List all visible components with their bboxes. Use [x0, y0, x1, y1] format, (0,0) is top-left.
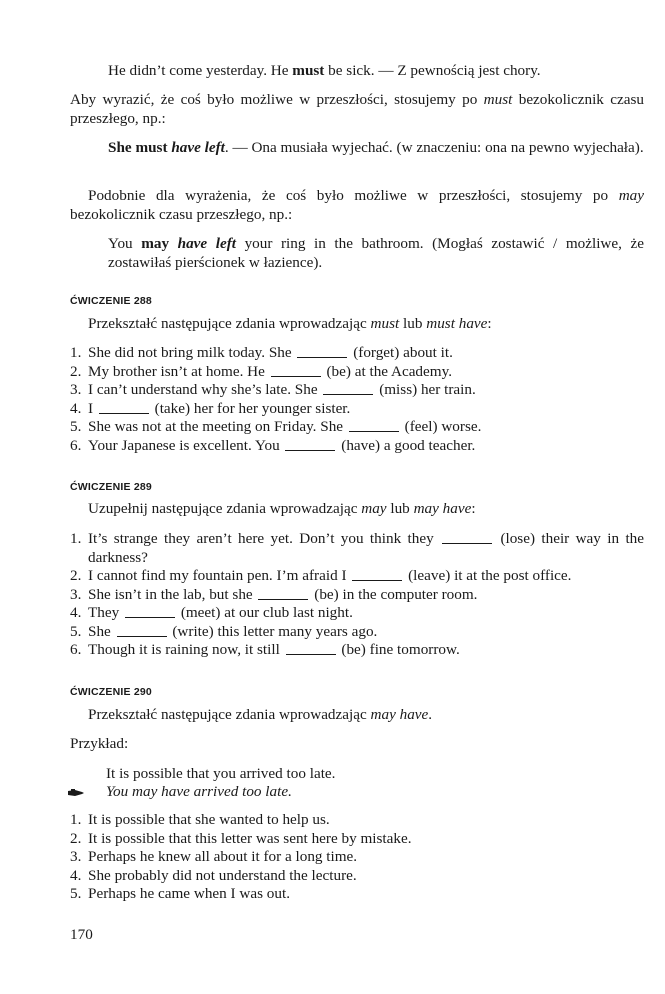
list-item: 6. Though it is raining now, it still (be) fine tomorrow.	[70, 641, 460, 658]
answer-blank[interactable]	[285, 438, 335, 451]
answer-blank[interactable]	[323, 382, 373, 395]
example-sentence-must: He didn’t come yesterday. He must be sick. — Z pewnością jest chory.	[108, 62, 541, 79]
list-item: 6. Your Japanese is excellent. You (have) a good teacher.	[70, 436, 476, 454]
list-item: 3. Perhaps he knew all about it for a long time.	[70, 848, 358, 865]
list-item: 1. It’s strange they aren’t here yet. Don’t you think they (lose) their way in the darkness?	[70, 530, 645, 566]
pointing-hand-icon	[68, 789, 84, 797]
exercise-289-list	[70, 530, 644, 660]
exercise-289-instruction: Uzupełnij następujące zdania wprowadzając may lub may have:	[88, 500, 476, 517]
answer-blank[interactable]	[442, 531, 492, 544]
exercise-290-instruction: Przekształć następujące zdania wprowadzając may have.	[88, 706, 433, 723]
answer-blank[interactable]	[297, 345, 347, 358]
list-item: 4. They (meet) at our club last night.	[70, 604, 353, 621]
exercise-288-list	[70, 344, 644, 455]
list-item: 2. It is possible that this letter was sent here by mistake.	[70, 829, 412, 847]
answer-blank[interactable]	[286, 642, 336, 655]
answer-blank[interactable]	[271, 364, 321, 377]
answer-blank[interactable]	[258, 587, 308, 600]
list-item: 4. I (take) her for her younger sister.	[70, 399, 351, 417]
list-item: 2. I cannot find my fountain pen. I’m afraid I (leave) it at the post office.	[70, 567, 572, 584]
answer-blank[interactable]	[99, 401, 149, 414]
answer-blank[interactable]	[125, 605, 175, 618]
exercise-288-instruction: Przekształć następujące zdania wprowadzając must lub must have:	[88, 315, 492, 332]
list-item: 2. My brother isn’t at home. He (be) at the Academy.	[70, 362, 452, 380]
example-sentence-must-have: She must have left. — Ona musiała wyjechać. (w znaczeniu: ona na pewno wyjechała).	[108, 139, 644, 156]
list-item: 4. She probably did not understand the lecture.	[70, 866, 357, 884]
exercise-289-heading: ĆWICZENIE 289	[70, 481, 152, 493]
example-question: It is possible that you arrived too late.	[106, 765, 336, 782]
answer-blank[interactable]	[117, 624, 167, 637]
page-number: 170	[70, 926, 93, 943]
rule-paragraph-must: Aby wyrazić, że coś było możliwe w przeszłości, stosujemy po must bezokolicznik czasu przeszłego, np.:	[70, 91, 644, 127]
answer-blank[interactable]	[349, 419, 399, 432]
example-answer: You may have arrived too late.	[106, 783, 292, 800]
list-item: 5. Perhaps he came when I was out.	[70, 885, 291, 902]
list-item: 5. She (write) this letter many years ago.	[70, 622, 378, 640]
list-item: 3. She isn’t in the lab, but she (be) in the computer room.	[70, 585, 478, 603]
list-item: 5. She was not at the meeting on Friday. She (feel) worse.	[70, 418, 482, 435]
example-label: Przykład:	[70, 735, 129, 752]
list-item: 3. I can’t understand why she’s late. She (miss) her train.	[70, 381, 476, 398]
example-sentence-may-have: You may have left your ring in the bathroom. (Mogłaś zostawić / możliwe, że zostawiłaś pierścionek w łazience).	[108, 235, 644, 271]
exercise-288-heading: ĆWICZENIE 288	[70, 295, 152, 307]
exercise-290-list	[70, 811, 644, 904]
exercise-290-heading: ĆWICZENIE 290	[70, 686, 152, 698]
list-item: 1. She did not bring milk today. She (forget) about it.	[70, 344, 453, 361]
rule-paragraph-may: Podobnie dla wyrażenia, że coś było możliwe w przeszłości, stosujemy po may bezokolicznik czasu przeszłego, np.:	[70, 187, 644, 223]
answer-blank[interactable]	[352, 568, 402, 581]
list-item: 1. It is possible that she wanted to help us.	[70, 811, 330, 828]
